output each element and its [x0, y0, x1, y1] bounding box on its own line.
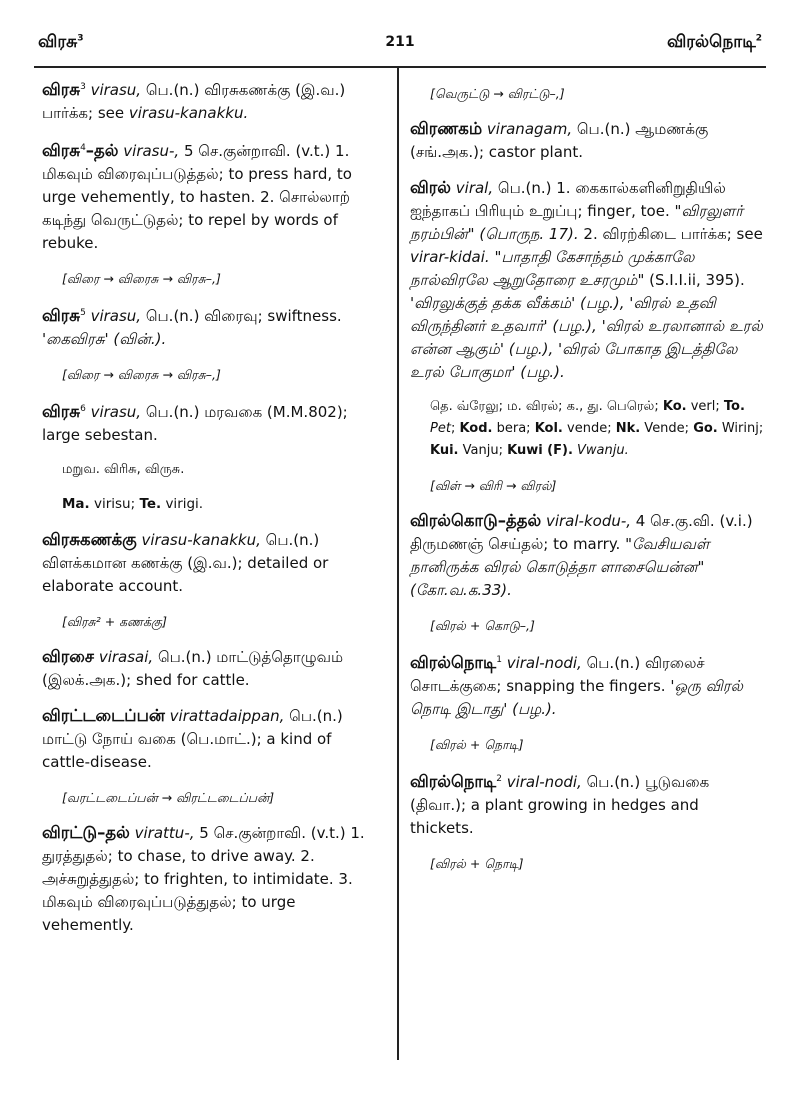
entry [42, 704, 382, 774]
left-running-head-word: விரசு [38, 32, 78, 52]
lang-abbr: Kuwi (F). [507, 443, 573, 458]
transliteration: viral-nodi, [506, 773, 582, 791]
headword: விரசு [42, 306, 81, 325]
definition: பெ.(n.) மாட்டு நோய் வகை (பெ.மாட்.); a kind of cattle-disease. [42, 707, 343, 771]
headword: விரசு [42, 141, 81, 160]
headword: விரல்கொடு–த்தல் [410, 511, 542, 530]
cognate-text: Vanju; [458, 443, 508, 458]
left-running-head-sup: 3 [77, 33, 84, 44]
homonym-number: 5 [80, 308, 86, 318]
etymology: [விள் → விரி → விரல்] [430, 478, 557, 493]
etymology: [விரல் + நொடி] [430, 737, 524, 752]
cognate-text: Vende; [640, 421, 694, 436]
entry [42, 137, 382, 255]
lang-abbr: Te. [139, 496, 162, 512]
entry [410, 649, 766, 721]
cognate-text: ; [450, 421, 460, 436]
transliteration: viral-nodi, [506, 654, 582, 672]
entry [42, 76, 382, 125]
etymology: [விரல் + கொடு–,] [430, 618, 535, 633]
definition: பெ.(n.) விரசுகணக்கு (இ.வ.) பார்க்க; see [42, 81, 346, 122]
transliteration: virasai, [98, 648, 154, 666]
lang-abbr: To. [723, 399, 745, 414]
entry [410, 117, 766, 164]
citation: (S.I.I.ii, 395). [644, 271, 745, 289]
synonyms: மறுவ. விரிசு, விருசு. [62, 462, 185, 477]
right-running-head [667, 32, 762, 54]
entry [42, 645, 382, 692]
etymology: [வரட்டடைப்பன் → விரட்டடைப்பன்] [62, 790, 275, 805]
right-column [410, 76, 766, 887]
cognate-text: Pet [430, 421, 451, 436]
cognate-text: தெ. வ்ரேலு; ம. விரல்; க., து. பெரெல்; [430, 399, 663, 414]
entry [410, 509, 766, 602]
headword: விரல் [410, 178, 451, 197]
headword: விரட்டடைப்பன் [42, 706, 165, 725]
entry [410, 768, 766, 840]
lang-abbr: Go. [693, 421, 718, 436]
headword: விரட்டு–தல் [42, 823, 130, 842]
etymology: [விரை → விரைசு → விரசு–,] [62, 367, 221, 382]
lang-abbr: Kol. [534, 421, 563, 436]
cross-reference: virasu-kanakku. [128, 104, 249, 122]
definition: பெ.(n.) விளக்கமான கணக்கு (இ.வ.); detailed or elaborate account. [42, 531, 329, 595]
transliteration: virasu, [90, 81, 142, 99]
entry [410, 176, 766, 384]
right-running-head-sup: 2 [755, 33, 762, 44]
homonym-number: 4 [80, 143, 86, 153]
entry [42, 398, 382, 447]
transliteration: virasu, [90, 307, 142, 325]
definition: 2. விரற்கிடை பார்க்க; see [578, 225, 763, 243]
definition: 5 செ.குன்றாவி. (v.t.) 1. மிகவும் விரைவுப்படுத்தல்; to press hard, to urge vehemently, to hasten. 2. சொல்லாற் கடிந்து வெருட்டுதல்; to repel by words of rebuke. [42, 142, 352, 252]
lang-abbr: Ma. [62, 496, 90, 512]
transliteration: virasu-kanakku, [141, 531, 261, 549]
cognate-text: vende; [562, 421, 616, 436]
definition: பெ.(n.) விரலைச் சொடக்குகை; snapping the fingers. [410, 654, 705, 695]
cognate-text: virigi. [161, 496, 204, 512]
header-rule [34, 66, 766, 68]
transliteration: virattadaippan, [169, 707, 285, 725]
headword: விரல்நொடி [410, 772, 497, 791]
usage-quote: 'ஒரு விரல் நொடி இடாது' (பழ.). [410, 677, 743, 718]
cognates [62, 493, 382, 516]
lang-abbr: Kui. [430, 443, 459, 458]
usage-quote: "விரலுளர் நரம்பின்" (பொருந. 17). [410, 202, 744, 243]
headword: விரசுகணக்கு [42, 530, 137, 549]
etymology: [விரை → விரைசு → விரசு–,] [62, 271, 221, 286]
transliteration: viral-kodu-, [545, 512, 632, 530]
headword: விரசு [42, 402, 81, 421]
homonym-number: 6 [80, 404, 86, 414]
etymology: [விரல் + நொடி] [430, 856, 524, 871]
usage-quote: "பாதாதி கேசாந்தம் முக்காலே நால்விரலே ஆறுதோரை உசரமும்" [410, 248, 695, 289]
usage-quote: "வேசியவள் நானிருக்க விரல் கொடுத்தா ளாசையென்ன" (கோ.வ.க.33). [410, 535, 710, 599]
lang-abbr: Kod. [459, 421, 493, 436]
proverbs: 'விரலுக்குத் தக்க வீக்கம்' (பழ.), 'விரல் உதவி விருந்தினர் உதவார்' (பழ.), 'விரல் உரலானால் உரல் என்ன ஆகும்' (பழ.), 'விரல் போகாத இடத்திலே உரல் போகுமா' (பழ.). [410, 294, 763, 381]
entry [42, 302, 382, 351]
cognate-text: bera; [492, 421, 535, 436]
definition: பெ.(n.) பூடுவகை (திவா.); a plant growing in hedges and thickets. [410, 773, 710, 837]
cognate-text: Vwanju. [572, 443, 629, 458]
definition: பெ.(n.) ஆமணக்கு (சங்.அக.); castor plant. [410, 120, 709, 161]
headword: விரசு [42, 80, 81, 99]
entry [42, 528, 382, 598]
usage-quote: 'கைவிரசு' (வின்.). [42, 330, 167, 348]
lang-abbr: Ko. [662, 399, 687, 414]
definition: பெ.(n.) மாட்டுத்தொழுவம் (இலக்.அக.); shed for cattle. [42, 648, 344, 689]
cross-reference: virar-kidai. [410, 248, 490, 266]
cognate-text: verl; [686, 399, 724, 414]
definition: பெ.(n.) 1. கைகால்களினிறுதியில் ஐந்தாகப் பிரியும் உறுப்பு; finger, toe. [410, 179, 726, 220]
transliteration: viral, [455, 179, 494, 197]
definition: பெ.(n.) விரைவு; swiftness. [141, 307, 342, 325]
cognate-text: virisu; [89, 496, 140, 512]
right-running-head-word: விரல்நொடி [666, 32, 756, 52]
cognates [430, 396, 766, 462]
entry [42, 821, 382, 937]
cognate-text: Wirinj; [717, 421, 764, 436]
definition: 5 செ.குன்றாவி. (v.t.) 1. துரத்துதல்; to chase, to drive away. 2. அச்சுறுத்துதல்; to frighten, to intimidate. 3. மிகவும் விரைவுப்படுத்துதல்; to urge vehemently. [42, 824, 365, 934]
left-column [42, 76, 382, 949]
lang-abbr: Nk. [615, 421, 641, 436]
homonym-number: 3 [80, 82, 86, 92]
transliteration: viranagam, [486, 120, 573, 138]
headword: விரணகம் [410, 119, 483, 138]
transliteration: virasu-, [123, 142, 180, 160]
page-header [38, 32, 762, 62]
homonym-number: 1 [496, 655, 502, 665]
transliteration: virattu-, [134, 824, 195, 842]
headword-suffix: –தல் [85, 141, 119, 160]
headword: விரசை [42, 647, 95, 666]
etymology: [வெருட்டு → விரட்டு–,] [430, 86, 565, 101]
transliteration: virasu, [90, 403, 142, 421]
etymology: [விரசு² + கணக்கு] [62, 614, 167, 629]
column-divider [397, 66, 399, 1060]
homonym-number: 2 [496, 774, 502, 784]
headword: விரல்நொடி [410, 653, 497, 672]
definition: 4 செ.கு.வி. (v.i.) திருமணஞ் செய்தல்; to marry. [410, 512, 753, 553]
page-number: 211 [385, 34, 415, 50]
definition: பெ.(n.) மரவகை (M.M.802); large sebestan. [42, 403, 348, 444]
